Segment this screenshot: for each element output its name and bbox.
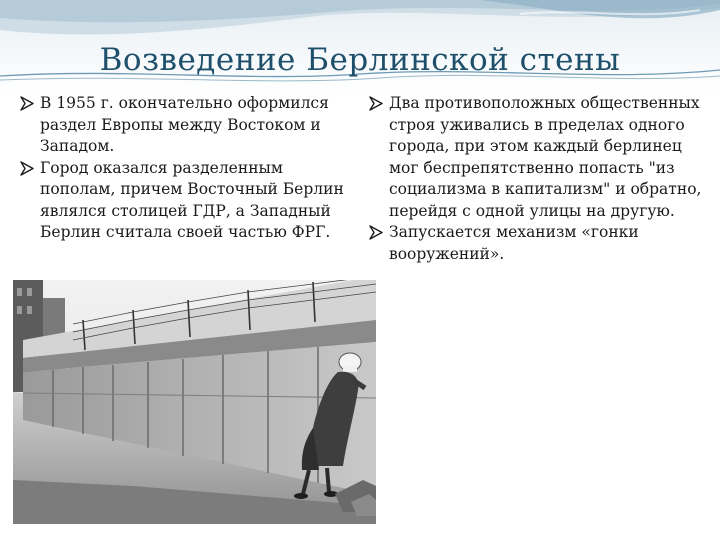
bullet-text: Город оказался разделенным пополам, причем Восточный Берлин являлся столицей ГДР, а Западный Берлин считала своей частью ФРГ. [40, 158, 344, 241]
bullet-text: В 1955 г. окончательно оформился раздел Европы между Востоком и Западом. [40, 94, 329, 155]
bullet-item [20, 158, 350, 244]
bullet-item [369, 93, 705, 222]
arrow-bullet-icon [369, 96, 383, 111]
right-bullet-list [369, 93, 705, 265]
bullet-text: Запускается механизм «гонки вооружений». [389, 223, 639, 263]
arrow-bullet-icon [369, 225, 383, 240]
left-bullet-list [20, 93, 350, 244]
bullet-item [369, 222, 705, 265]
berlin-wall-photo [13, 280, 376, 524]
arrow-bullet-icon [20, 161, 34, 176]
slide-title: Возведение Берлинской стены [99, 42, 621, 78]
arrow-bullet-icon [20, 96, 34, 111]
bullet-item [20, 93, 350, 158]
bullet-text: Два противоположных общественных строя уживались в пределах одного города, при этом каждый берлинец мог беспрепятственно попасть "из социализма в капитализм" и обратно, перейдя с одной улицы на другую. [389, 94, 702, 220]
